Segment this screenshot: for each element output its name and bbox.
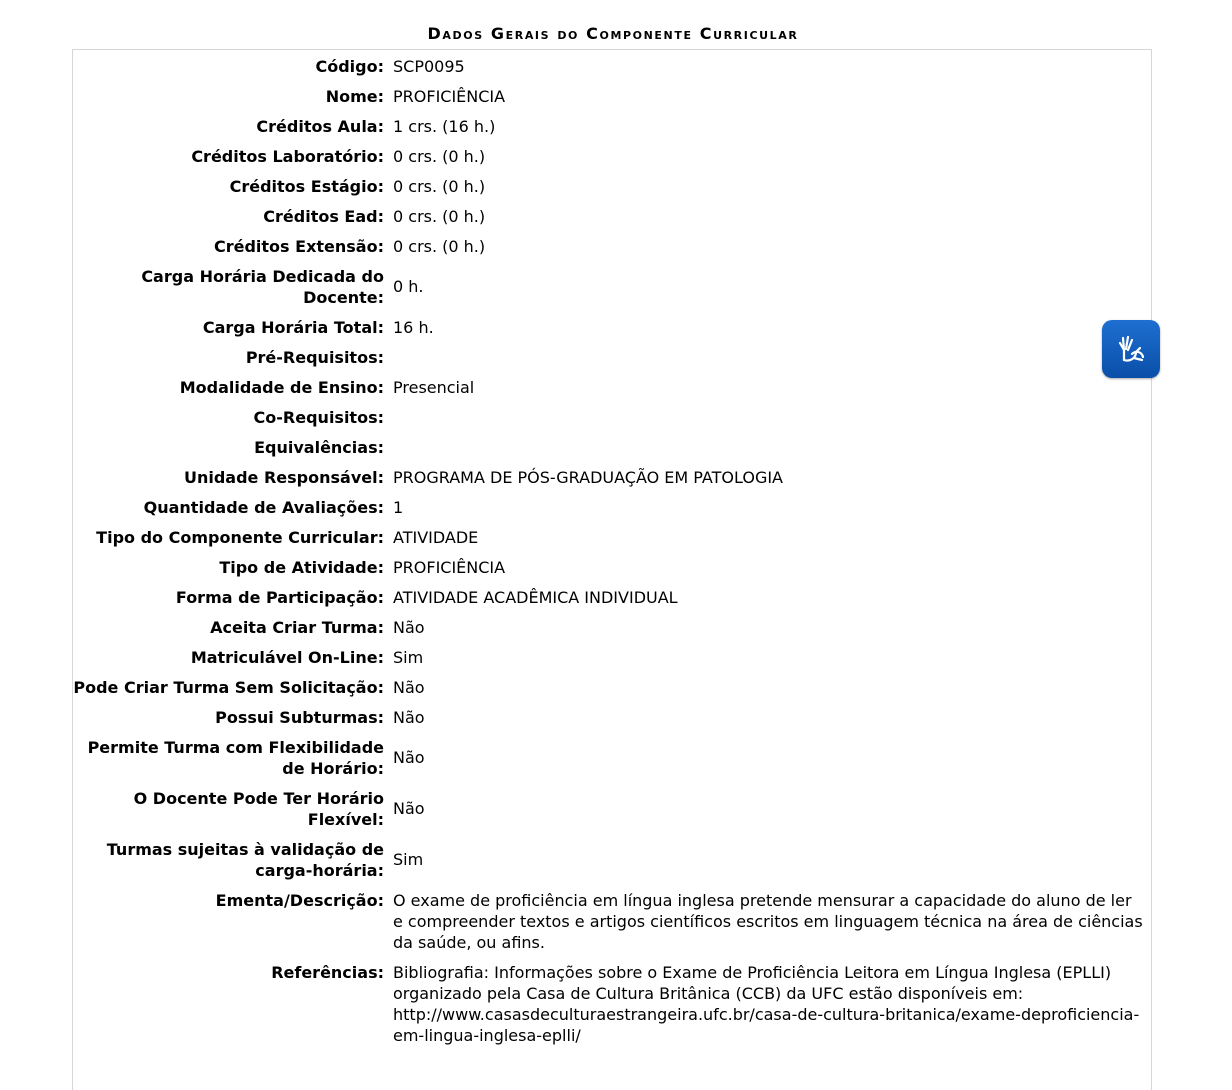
field-label: Créditos Ead: (263, 206, 384, 226)
field-row-pre-requisitos (73, 342, 1151, 372)
field-value: Não (393, 677, 425, 697)
field-row-matriculavel-online (73, 642, 1151, 672)
field-label: Permite Turma com Flexibilidade de Horário: (87, 737, 384, 778)
field-label: Equivalências: (254, 437, 384, 457)
field-label: Pode Criar Turma Sem Solicitação: (73, 677, 384, 697)
field-row-nome (73, 81, 1151, 111)
field-label: Turmas sujeitas à validação de carga-horária: (106, 839, 384, 880)
field-row-possui-subturmas (73, 702, 1151, 732)
field-label: Possui Subturmas: (215, 707, 384, 727)
field-row-creditos-laboratorio (73, 141, 1151, 171)
field-row-flexibilidade-horario (73, 732, 1151, 783)
field-value: PROFICIÊNCIA (393, 86, 506, 106)
field-label: Aceita Criar Turma: (210, 617, 384, 637)
field-value: O exame de proficiência em língua inglesa pretende mensurar a capacidade do aluno de ler e compreender textos e artigos científicos escritos em linguagem técnica na área de ciências da saúde, ou afins. (393, 890, 1143, 952)
field-label: Carga Horária Dedicada do Docente: (141, 266, 384, 307)
field-label: Nome: (325, 86, 384, 106)
field-row-tipo-atividade (73, 552, 1151, 582)
field-value: 0 crs. (0 h.) (393, 146, 486, 166)
details-table (73, 51, 1151, 1050)
field-label: Código: (315, 56, 384, 76)
page-title: Dados Gerais do Componente Curricular (427, 24, 799, 43)
field-row-co-requisitos (73, 402, 1151, 432)
field-value: 1 (393, 497, 404, 517)
field-row-aceita-criar-turma (73, 612, 1151, 642)
field-label: Carga Horária Total: (202, 317, 384, 337)
field-row-validacao-carga-horaria (73, 834, 1151, 885)
field-label: Créditos Laboratório: (191, 146, 384, 166)
field-label: Tipo do Componente Curricular: (96, 527, 384, 547)
field-label: Matriculável On-Line: (190, 647, 384, 667)
field-row-codigo (73, 51, 1151, 81)
field-value: SCP0095 (393, 56, 465, 76)
field-row-docente-horario-flexivel (73, 783, 1151, 834)
field-row-referencias (73, 957, 1151, 1050)
field-value: 0 crs. (0 h.) (393, 176, 486, 196)
field-label: Créditos Estágio: (229, 176, 384, 196)
hand-sign-icon (1112, 330, 1150, 368)
field-label: Quantidade de Avaliações: (143, 497, 384, 517)
field-label: Créditos Extensão: (213, 236, 384, 256)
field-value: ATIVIDADE (393, 527, 479, 547)
field-value: 0 h. (393, 277, 424, 296)
field-label: Referências: (271, 962, 384, 982)
field-value: ATIVIDADE ACADÊMICA INDIVIDUAL (393, 587, 678, 607)
field-value: Não (393, 748, 425, 767)
field-label: Pré-Requisitos: (245, 347, 384, 367)
field-label: Unidade Responsável: (183, 467, 384, 487)
field-value: PROFICIÊNCIA (393, 557, 506, 577)
field-label: Co-Requisitos: (253, 407, 384, 427)
field-row-creditos-extensao (73, 231, 1151, 261)
field-row-modalidade-ensino (73, 372, 1151, 402)
field-row-forma-participacao (73, 582, 1151, 612)
field-row-unidade-responsavel (73, 462, 1151, 492)
field-value: Não (393, 799, 425, 818)
field-label: Modalidade de Ensino: (179, 377, 384, 397)
field-row-ementa (73, 885, 1151, 957)
field-value: Presencial (393, 377, 475, 397)
field-label: Ementa/Descrição: (215, 890, 384, 910)
field-label: O Docente Pode Ter Horário Flexível: (133, 788, 384, 829)
field-row-creditos-estagio (73, 171, 1151, 201)
field-label: Tipo de Atividade: (219, 557, 384, 577)
field-row-equivalencias (73, 432, 1151, 462)
vlibras-accessibility-button[interactable] (1102, 320, 1160, 378)
field-row-pode-criar-turma (73, 672, 1151, 702)
field-value: PROGRAMA DE PÓS-GRADUAÇÃO EM PATOLOGIA (393, 467, 783, 487)
field-value: Sim (393, 850, 424, 869)
field-value: 0 crs. (0 h.) (393, 236, 486, 256)
field-label: Créditos Aula: (256, 116, 384, 136)
field-row-carga-horaria-total (73, 312, 1151, 342)
field-label: Forma de Participação: (175, 587, 384, 607)
field-row-quantidade-avaliacoes (73, 492, 1151, 522)
field-value: Bibliografia: Informações sobre o Exame de Proficiência Leitora em Língua Inglesa (EPLLI) organizado pela Casa de Cultura Britânica (CCB) da UFC estão disponíveis em: http://www.casasdeculturaestrangeira.ufc.br/casa-de-cultura-britanica/exame-deproficiencia- em-lingua-inglesa-eplli/ (393, 962, 1140, 1045)
field-row-tipo-componente (73, 522, 1151, 552)
field-row-creditos-aula (73, 111, 1151, 141)
field-value: 0 crs. (0 h.) (393, 206, 486, 226)
field-value: Não (393, 707, 425, 727)
field-row-carga-horaria-docente (73, 261, 1151, 312)
field-value: Sim (393, 647, 424, 667)
field-value: 1 crs. (16 h.) (393, 116, 496, 136)
field-value: Não (393, 617, 425, 637)
field-value: 16 h. (393, 317, 434, 337)
field-row-creditos-ead (73, 201, 1151, 231)
